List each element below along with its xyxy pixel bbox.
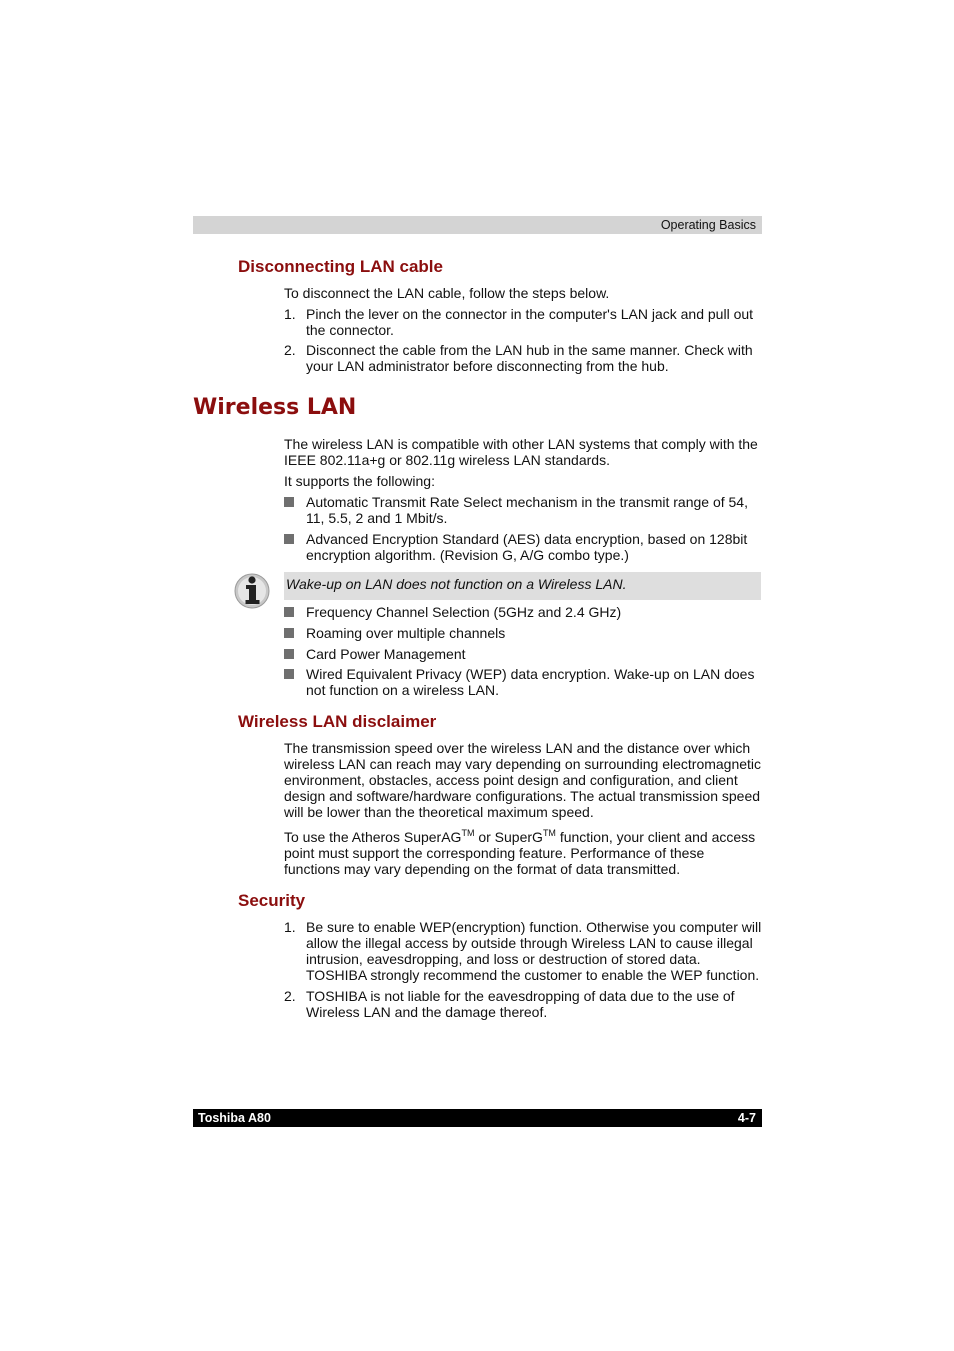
feature-list-item [284, 646, 762, 662]
square-bullet-icon [284, 497, 294, 507]
trademark-mark: TM [542, 828, 556, 838]
superag-text-middle: or SuperG [474, 829, 543, 845]
step-text: Pinch the lever on the connector in the computer's LAN jack and pull out the connector. [306, 306, 754, 338]
superag-text-start: To use the Atheros SuperAG [284, 829, 462, 845]
feature-text: Card Power Management [306, 646, 466, 662]
square-bullet-icon [284, 534, 294, 544]
step-number: 1. [284, 306, 296, 322]
feature-list-item [284, 625, 762, 641]
page-header [193, 216, 762, 234]
disconnect-intro: To disconnect the LAN cable, follow the steps below. [284, 285, 610, 301]
step-number: 2. [284, 342, 296, 358]
feature-text: Wired Equivalent Privacy (WEP) data encryption. Wake-up on LAN does not function on a wireless LAN. [306, 666, 755, 698]
square-bullet-icon [284, 649, 294, 659]
footer-model: Toshiba A80 [198, 1111, 271, 1125]
step-text: Disconnect the cable from the LAN hub in the same manner. Check with your LAN administrator before disconnecting from the hub. [306, 342, 753, 374]
feature-text: Advanced Encryption Standard (AES) data encryption, based on 128bit encryption algorithm. (Revision G, A/G combo type.) [306, 531, 748, 563]
step-text: Be sure to enable WEP(encryption) function. Otherwise you computer will allow the illegal access by outside through Wireless LAN to cause illegal intrusion, eavesdropping, and loss or destruction of stored data. TOSHIBA strongly recommend the customer to enable the WEP function. [306, 919, 762, 983]
footer-page-number: 4-7 [737, 1111, 756, 1125]
disconnect-step [284, 342, 762, 374]
security-step [284, 919, 762, 983]
info-icon [233, 572, 271, 610]
chapter-heading-wireless-lan: Wireless LAN [193, 395, 357, 420]
superag-text-end: function, your client and access point must support the corresponding feature. Performance of these functions may vary depending on the format of data transmitted. [284, 829, 756, 877]
section-heading-security: Security [238, 891, 306, 910]
note-text: Wake-up on LAN does not function on a Wireless LAN. [286, 576, 627, 592]
wireless-supports: It supports the following: [284, 473, 435, 489]
page-footer [193, 1109, 762, 1127]
square-bullet-icon [284, 628, 294, 638]
disconnect-step [284, 306, 762, 338]
superag-paragraph [284, 829, 762, 877]
feature-text: Frequency Channel Selection (5GHz and 2.4 GHz) [306, 604, 622, 620]
section-heading-disconnecting: Disconnecting LAN cable [238, 257, 443, 276]
section-heading-disclaimer: Wireless LAN disclaimer [238, 712, 437, 731]
header-section-title: Operating Basics [660, 218, 756, 232]
feature-list-item [284, 604, 762, 620]
security-step [284, 988, 762, 1020]
step-text: TOSHIBA is not liable for the eavesdropping of data due to the use of Wireless LAN and the damage thereof. [306, 988, 735, 1020]
trademark-mark: TM [461, 828, 475, 838]
note-box [284, 572, 761, 600]
step-number: 2. [284, 988, 296, 1004]
feature-list-item [284, 531, 762, 563]
square-bullet-icon [284, 669, 294, 679]
disclaimer-paragraph: The transmission speed over the wireless LAN and the distance over which wireless LAN can reach may vary depending on surrounding electromagnetic environment, obstacles, access point design and configuration, and client design and software/hardware configurations. The actual transmission speed will be lower than the theoretical maximum speed. [284, 740, 762, 820]
feature-list-item [284, 494, 762, 526]
feature-text: Roaming over multiple channels [306, 625, 506, 641]
step-number: 1. [284, 919, 296, 935]
feature-list-item [284, 666, 762, 698]
feature-text: Automatic Transmit Rate Select mechanism in the transmit range of 54, 11, 5.5, 2 and 1 Mbit/s. [306, 494, 748, 526]
square-bullet-icon [284, 607, 294, 617]
wireless-intro: The wireless LAN is compatible with other LAN systems that comply with the IEEE 802.11a+g or 802.11g wireless LAN standards. [284, 436, 758, 468]
